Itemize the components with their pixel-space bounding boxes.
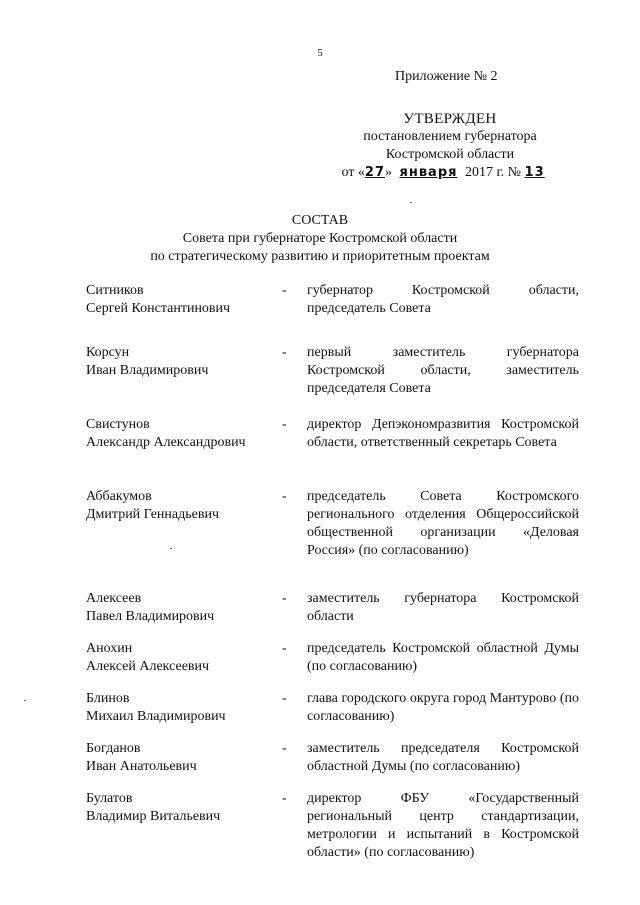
member-name: Ситников Сергей Константинович <box>86 283 231 316</box>
member-role: заместитель председателя Костромской областной Думы (по согласованию) <box>307 741 579 774</box>
member-row <box>0 416 640 488</box>
scan-speck <box>24 700 26 701</box>
member-name: Блинов Михаил Владимирович <box>86 691 226 724</box>
member-role: глава городского округа город Мантурово (по согласованию) <box>307 691 579 724</box>
composition-subtitle-1: Совета при губернаторе Костромской области <box>182 231 458 246</box>
member-role: заместитель губернатора Костромской области <box>307 591 579 624</box>
composition-subtitle-2: по стратегическому развитию и приоритетным проектам <box>150 249 490 264</box>
member-role: председатель Костромской областной Думы (по согласованию) <box>307 641 579 674</box>
decree-day: 27 <box>364 165 385 180</box>
member-name: Анохин Алексей Алексеевич <box>86 641 210 674</box>
decree-year: 2017 г. № <box>465 165 522 180</box>
member-row <box>0 790 640 870</box>
approval-line-1: постановлением губернатора <box>363 129 537 144</box>
scan-speck <box>410 202 412 203</box>
member-dash: - <box>282 691 287 706</box>
member-name: Аббакумов Дмитрий Геннадьевич <box>86 489 219 522</box>
approval-line-2: Костромской области <box>385 147 515 162</box>
member-row <box>0 640 640 690</box>
member-row <box>0 590 640 640</box>
member-dash: - <box>282 641 287 656</box>
page-number: 5 <box>317 47 323 59</box>
member-row <box>0 740 640 790</box>
date-prefix: от « <box>341 165 365 180</box>
decree-number: 13 <box>524 165 545 180</box>
member-row <box>0 690 640 740</box>
member-role: первый заместитель губернатора Костромской области, заместитель председателя Совета <box>307 345 579 396</box>
member-name: Богданов Иван Анатольевич <box>86 741 197 774</box>
member-dash: - <box>282 791 287 806</box>
member-dash: - <box>282 741 287 756</box>
member-row <box>0 488 640 590</box>
decree-month: января <box>399 165 458 180</box>
member-name: Корсун Иван Владимирович <box>86 345 209 378</box>
member-name: Булатов Владимир Витальевич <box>86 791 221 824</box>
member-dash: - <box>282 591 287 606</box>
approval-title: УТВЕРЖДЕН <box>403 111 497 127</box>
member-dash: - <box>282 345 287 360</box>
composition-title: СОСТАВ <box>291 213 349 228</box>
member-role: губернатор Костромской области, председатель Совета <box>307 283 579 316</box>
appendix-label: Приложение № 2 <box>395 69 498 84</box>
member-dash: - <box>282 417 287 432</box>
member-role: директор Депэкономразвития Костромской области, ответственный секретарь Совета <box>307 417 579 450</box>
decree-date-line <box>300 164 600 182</box>
date-day-suffix: » <box>385 165 392 180</box>
scan-speck <box>170 548 172 549</box>
member-row <box>0 282 640 344</box>
member-name: Свистунов Александр Александрович <box>86 417 246 450</box>
member-dash: - <box>282 489 287 504</box>
member-role: председатель Совета Костромского регионального отделения Общероссийской общественной организации «Деловая Россия» (по согласованию) <box>307 489 579 558</box>
member-role: директор ФБУ «Государственный региональный центр стандартизации, метрологии и испытаний в Костромской области» (по согласованию) <box>307 791 579 860</box>
members-list <box>0 282 640 870</box>
member-dash: - <box>282 283 287 298</box>
member-row <box>0 344 640 416</box>
member-name: Алексеев Павел Владимирович <box>86 591 215 624</box>
